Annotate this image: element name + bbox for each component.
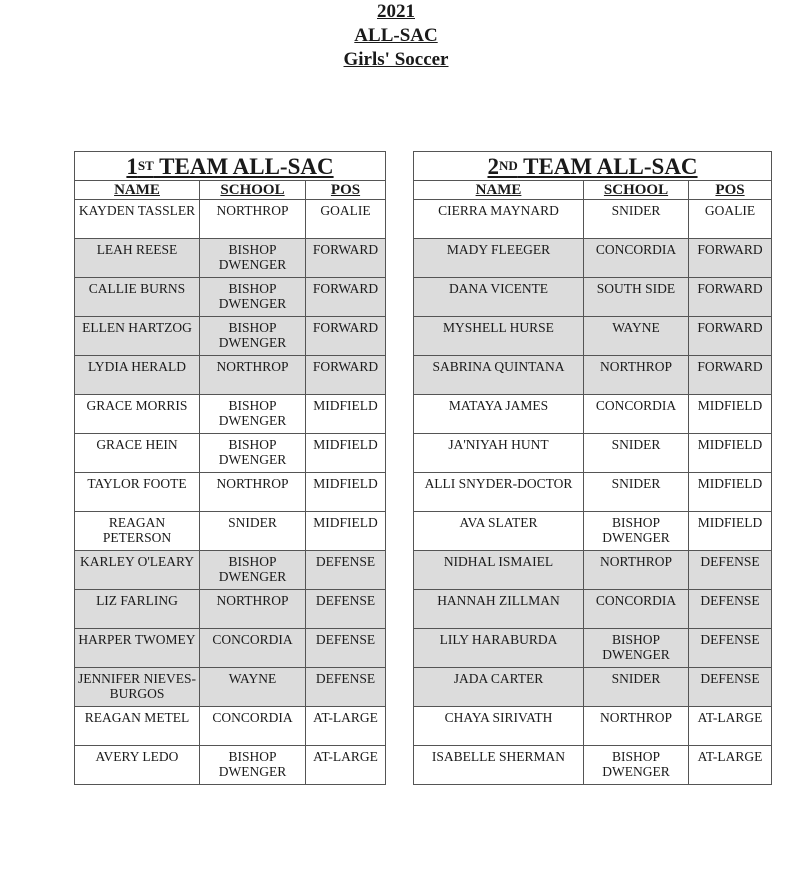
table-row — [414, 200, 772, 239]
player-school-cell: CONCORDIA — [200, 707, 306, 746]
table-row — [414, 434, 772, 473]
player-name-cell: MADY FLEEGER — [414, 239, 584, 278]
table-row — [414, 395, 772, 434]
table-row — [414, 668, 772, 707]
first-team-table — [74, 151, 386, 785]
player-name-cell: LILY HARABURDA — [414, 629, 584, 668]
player-name-cell: GRACE MORRIS — [75, 395, 200, 434]
table-row — [75, 707, 386, 746]
player-pos-cell: MIDFIELD — [689, 434, 772, 473]
player-school-cell: WAYNE — [200, 668, 306, 707]
player-pos-cell: GOALIE — [306, 200, 386, 239]
second-team-title: 2ND TEAM ALL-SAC — [414, 152, 772, 181]
player-pos-cell: MIDFIELD — [306, 512, 386, 551]
table-row — [75, 590, 386, 629]
player-pos-cell: DEFENSE — [306, 629, 386, 668]
table-row — [75, 200, 386, 239]
player-name-cell: HARPER TWOMEY — [75, 629, 200, 668]
player-pos-cell: AT-LARGE — [689, 707, 772, 746]
column-header-name: NAME — [414, 181, 584, 200]
player-pos-cell: MIDFIELD — [689, 395, 772, 434]
player-pos-cell: MIDFIELD — [306, 395, 386, 434]
player-name-cell: MYSHELL HURSE — [414, 317, 584, 356]
player-name-cell: TAYLOR FOOTE — [75, 473, 200, 512]
second-team-table — [413, 151, 772, 785]
player-school-cell: CONCORDIA — [584, 239, 689, 278]
player-name-cell: LIZ FARLING — [75, 590, 200, 629]
player-school-cell: BISHOP DWENGER — [200, 239, 306, 278]
player-school-cell: NORTHROP — [200, 473, 306, 512]
table-row — [75, 668, 386, 707]
player-school-cell: SNIDER — [200, 512, 306, 551]
table-row — [75, 551, 386, 590]
player-pos-cell: DEFENSE — [306, 668, 386, 707]
header-subtitle: ALL-SAC — [354, 25, 438, 46]
player-school-cell: NORTHROP — [200, 590, 306, 629]
player-pos-cell: MIDFIELD — [306, 473, 386, 512]
player-school-cell: CONCORDIA — [584, 590, 689, 629]
player-name-cell: REAGAN PETERSON — [75, 512, 200, 551]
player-school-cell: SNIDER — [584, 473, 689, 512]
player-pos-cell: DEFENSE — [689, 590, 772, 629]
second-team-body — [414, 200, 772, 785]
player-name-cell: SABRINA QUINTANA — [414, 356, 584, 395]
player-school-cell: SNIDER — [584, 200, 689, 239]
player-pos-cell: FORWARD — [689, 356, 772, 395]
table-row — [414, 512, 772, 551]
table-row — [75, 746, 386, 785]
player-name-cell: ELLEN HARTZOG — [75, 317, 200, 356]
table-row — [414, 629, 772, 668]
player-pos-cell: AT-LARGE — [689, 746, 772, 785]
column-header-school: SCHOOL — [200, 181, 306, 200]
table-row — [75, 473, 386, 512]
player-name-cell: AVA SLATER — [414, 512, 584, 551]
player-name-cell: JENNIFER NIEVES-BURGOS — [75, 668, 200, 707]
player-school-cell: BISHOP DWENGER — [200, 434, 306, 473]
player-pos-cell: FORWARD — [306, 317, 386, 356]
player-name-cell: LYDIA HERALD — [75, 356, 200, 395]
column-header-pos: POS — [306, 181, 386, 200]
player-school-cell: BISHOP DWENGER — [584, 629, 689, 668]
player-name-cell: GRACE HEIN — [75, 434, 200, 473]
player-pos-cell: DEFENSE — [306, 590, 386, 629]
header-year: 2021 — [377, 1, 415, 22]
first-team-body — [75, 200, 386, 785]
player-name-cell: LEAH REESE — [75, 239, 200, 278]
player-name-cell: CHAYA SIRIVATH — [414, 707, 584, 746]
player-name-cell: KAYDEN TASSLER — [75, 200, 200, 239]
player-school-cell: NORTHROP — [200, 200, 306, 239]
player-name-cell: NIDHAL ISMAIEL — [414, 551, 584, 590]
table-row — [75, 239, 386, 278]
player-school-cell: WAYNE — [584, 317, 689, 356]
player-name-cell: JA'NIYAH HUNT — [414, 434, 584, 473]
table-row — [75, 356, 386, 395]
table-row — [75, 278, 386, 317]
table-row — [414, 551, 772, 590]
player-name-cell: JADA CARTER — [414, 668, 584, 707]
player-pos-cell: AT-LARGE — [306, 707, 386, 746]
table-row — [414, 317, 772, 356]
player-pos-cell: DEFENSE — [689, 668, 772, 707]
first-team-title: 1ST TEAM ALL-SAC — [75, 152, 386, 181]
document-header — [0, 0, 792, 72]
player-pos-cell: FORWARD — [689, 317, 772, 356]
player-name-cell: REAGAN METEL — [75, 707, 200, 746]
player-school-cell: BISHOP DWENGER — [200, 551, 306, 590]
table-row — [75, 395, 386, 434]
player-school-cell: CONCORDIA — [200, 629, 306, 668]
player-school-cell: NORTHROP — [584, 356, 689, 395]
player-pos-cell: AT-LARGE — [306, 746, 386, 785]
table-row — [414, 473, 772, 512]
header-title: Girls' Soccer — [343, 49, 449, 70]
table-row — [75, 512, 386, 551]
player-pos-cell: FORWARD — [306, 356, 386, 395]
player-pos-cell: DEFENSE — [306, 551, 386, 590]
player-pos-cell: FORWARD — [689, 239, 772, 278]
player-school-cell: BISHOP DWENGER — [200, 395, 306, 434]
player-school-cell: BISHOP DWENGER — [584, 746, 689, 785]
player-name-cell: HANNAH ZILLMAN — [414, 590, 584, 629]
player-name-cell: CIERRA MAYNARD — [414, 200, 584, 239]
player-pos-cell: DEFENSE — [689, 629, 772, 668]
player-pos-cell: MIDFIELD — [689, 473, 772, 512]
player-pos-cell: FORWARD — [689, 278, 772, 317]
player-name-cell: ISABELLE SHERMAN — [414, 746, 584, 785]
table-row — [414, 278, 772, 317]
column-header-school: SCHOOL — [584, 181, 689, 200]
table-row — [75, 629, 386, 668]
table-row — [75, 434, 386, 473]
player-school-cell: NORTHROP — [584, 707, 689, 746]
player-pos-cell: FORWARD — [306, 239, 386, 278]
player-pos-cell: GOALIE — [689, 200, 772, 239]
player-pos-cell: MIDFIELD — [306, 434, 386, 473]
player-school-cell: SNIDER — [584, 434, 689, 473]
player-pos-cell: MIDFIELD — [689, 512, 772, 551]
player-pos-cell: FORWARD — [306, 278, 386, 317]
player-name-cell: CALLIE BURNS — [75, 278, 200, 317]
player-pos-cell: DEFENSE — [689, 551, 772, 590]
table-row — [414, 590, 772, 629]
table-row — [75, 317, 386, 356]
player-school-cell: BISHOP DWENGER — [200, 746, 306, 785]
table-row — [414, 239, 772, 278]
player-school-cell: SOUTH SIDE — [584, 278, 689, 317]
column-header-pos: POS — [689, 181, 772, 200]
table-row — [414, 707, 772, 746]
table-row — [414, 356, 772, 395]
player-name-cell: KARLEY O'LEARY — [75, 551, 200, 590]
player-school-cell: CONCORDIA — [584, 395, 689, 434]
player-name-cell: DANA VICENTE — [414, 278, 584, 317]
player-school-cell: NORTHROP — [584, 551, 689, 590]
table-row — [414, 746, 772, 785]
player-school-cell: NORTHROP — [200, 356, 306, 395]
player-school-cell: SNIDER — [584, 668, 689, 707]
player-name-cell: MATAYA JAMES — [414, 395, 584, 434]
player-name-cell: ALLI SNYDER-DOCTOR — [414, 473, 584, 512]
player-school-cell: BISHOP DWENGER — [200, 278, 306, 317]
column-header-name: NAME — [75, 181, 200, 200]
player-school-cell: BISHOP DWENGER — [200, 317, 306, 356]
player-school-cell: BISHOP DWENGER — [584, 512, 689, 551]
player-name-cell: AVERY LEDO — [75, 746, 200, 785]
